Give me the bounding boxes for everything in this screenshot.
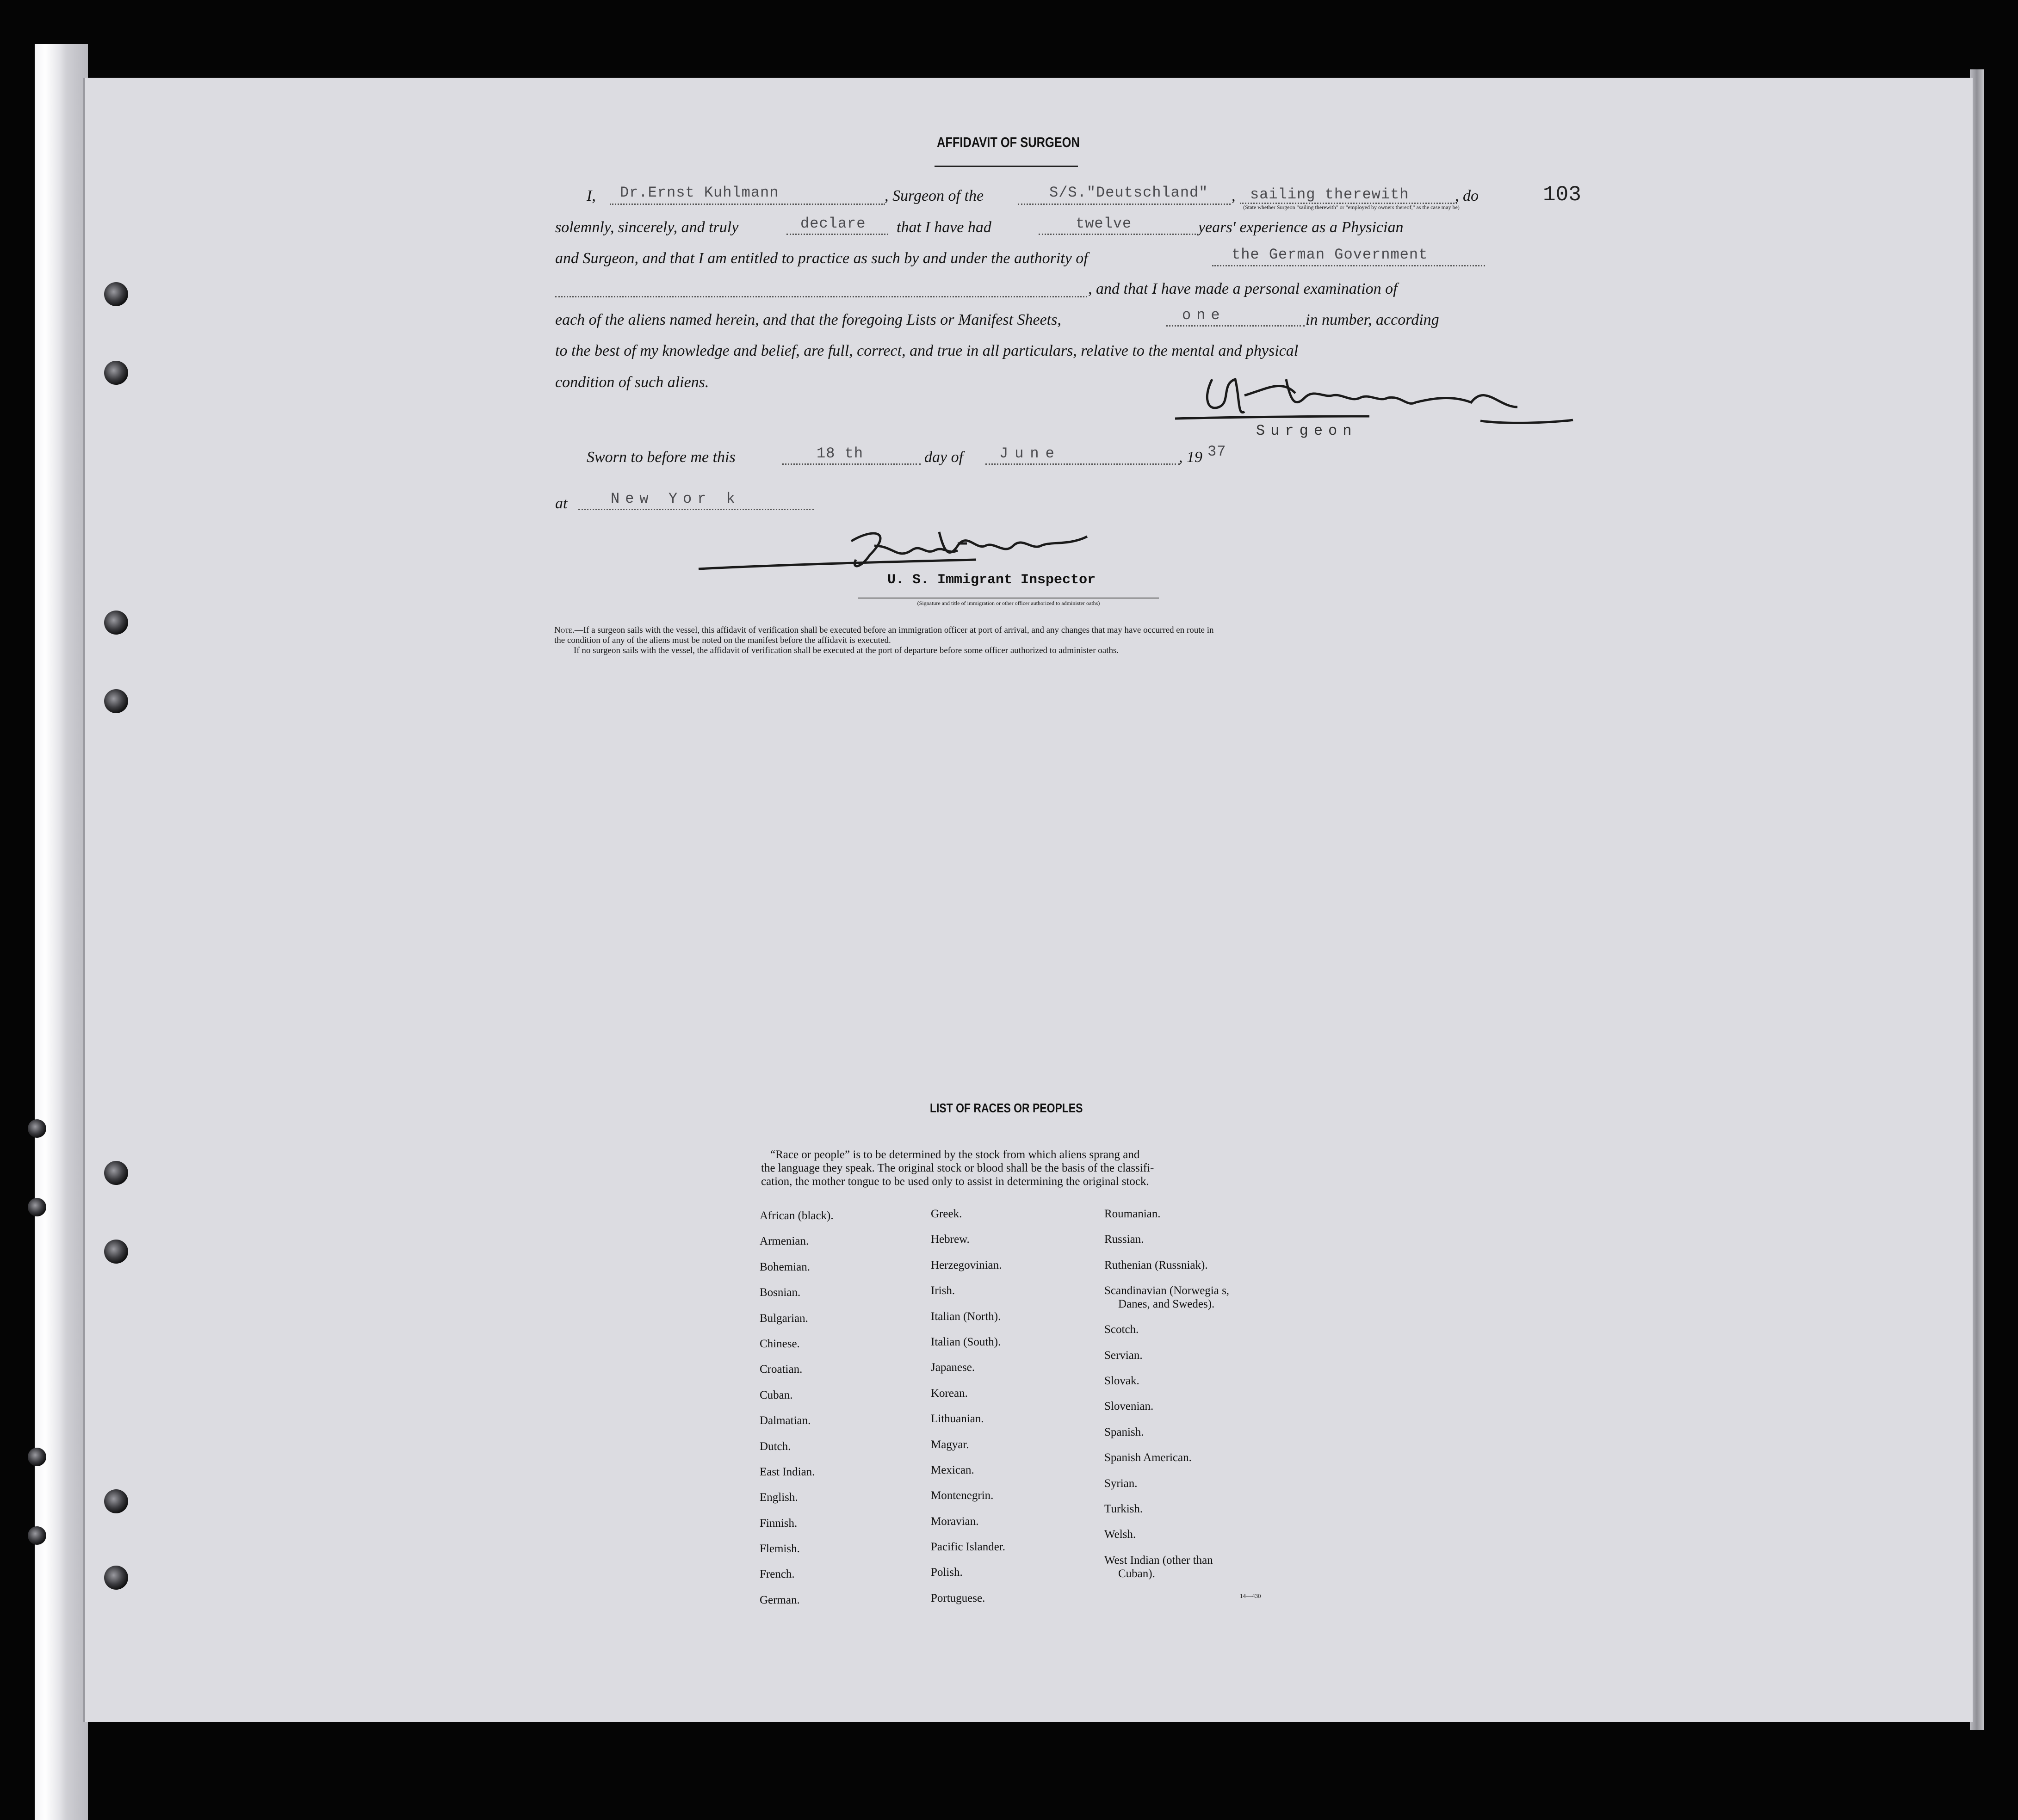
race-item: Irish. xyxy=(931,1284,955,1297)
race-item: Scotch. xyxy=(1104,1323,1139,1336)
races-title: LIST OF RACES OR PEOPLES xyxy=(930,1101,1083,1115)
race-item: Magyar. xyxy=(931,1438,969,1451)
race-item: Dalmatian. xyxy=(760,1414,811,1427)
race-item: Chinese. xyxy=(760,1337,800,1350)
authority: the German Government xyxy=(1232,246,1428,263)
vessel-name: S/S."Deutschland" xyxy=(1049,184,1208,201)
note-line2: the condition of any of the aliens must be noted on the manifest before the affidavit is executed. xyxy=(554,635,891,645)
surgeon-name-line xyxy=(610,204,885,205)
place-line xyxy=(578,509,814,510)
race-item: Croatian. xyxy=(760,1363,803,1376)
sworn-day: 18 th xyxy=(817,445,864,462)
sworn-month: June xyxy=(999,445,1061,462)
race-item: Roumanian. xyxy=(1104,1208,1161,1220)
note xyxy=(554,625,1214,635)
race-item: Bulgarian. xyxy=(760,1312,808,1325)
race-item: Turkish. xyxy=(1104,1502,1143,1515)
authority-line-cont xyxy=(555,296,1087,297)
binder-hole xyxy=(104,1489,128,1513)
line7-text: condition of such aliens. xyxy=(555,374,709,391)
race-item: Hebrew. xyxy=(931,1233,970,1246)
declare-verb: declare xyxy=(800,215,866,232)
binder-hole xyxy=(104,611,128,635)
binder-spine xyxy=(35,44,88,1820)
race-item: Italian (South). xyxy=(931,1335,1001,1348)
race-item: French. xyxy=(760,1568,795,1581)
page-number: 103 xyxy=(1543,183,1581,207)
binder-hole xyxy=(28,1526,46,1545)
binder-hole xyxy=(28,1119,46,1138)
race-item: Korean. xyxy=(931,1387,968,1400)
sworn-place: New Yor k xyxy=(611,490,741,507)
form-number: 14—430 xyxy=(1240,1592,1261,1599)
binder-hole xyxy=(104,1240,128,1264)
sheet-count: one xyxy=(1182,307,1226,324)
race-item: Dutch. xyxy=(760,1440,791,1453)
race-item: West Indian (other than xyxy=(1104,1554,1213,1567)
surgeon-label: Surgeon xyxy=(1256,422,1357,439)
note-label: Note. xyxy=(554,625,575,635)
race-item: Servian. xyxy=(1104,1349,1143,1362)
day-line xyxy=(782,463,921,465)
years-experience: twelve xyxy=(1076,215,1132,232)
race-item: Cuban). xyxy=(1118,1567,1155,1580)
line1-comma: , xyxy=(1232,187,1236,204)
month-line xyxy=(985,463,1180,465)
races-intro-line2: the language they speak. The original stock or blood shall be the basis of the classifi- xyxy=(761,1162,1154,1174)
line4-text: , and that I have made a personal examination of xyxy=(1088,280,1398,297)
line2-prefix: solemnly, sincerely, and truly xyxy=(555,219,739,236)
races-col1 xyxy=(760,1209,834,1619)
race-item: Syrian. xyxy=(1104,1477,1138,1490)
race-item: Pacific Islander. xyxy=(931,1541,1006,1554)
binder-hole xyxy=(104,689,128,713)
races-col2 xyxy=(931,1207,1005,1617)
sworn-year-suffix: 37 xyxy=(1207,443,1226,460)
binder-hole xyxy=(28,1198,46,1216)
vessel-line xyxy=(1018,204,1231,205)
race-item: Scandinavian (Norwegia s, xyxy=(1104,1284,1230,1297)
surgeon-status: sailing therewith xyxy=(1250,186,1409,203)
race-item: Ruthenian (Russniak). xyxy=(1104,1259,1208,1271)
race-item: Lithuanian. xyxy=(931,1413,984,1425)
race-item: Greek. xyxy=(931,1208,962,1220)
races-intro-line1: “Race or people” is to be determined by the stock from which aliens sprang and xyxy=(770,1148,1140,1161)
years-line xyxy=(1039,234,1196,235)
race-item: Herzegovinian. xyxy=(931,1259,1002,1271)
status-instruction: (State whether Surgeon "sailing therewith" or "employed by owners thereof," as the case may be) xyxy=(1243,204,1460,210)
race-item: Welsh. xyxy=(1104,1528,1136,1541)
race-item: Italian (North). xyxy=(931,1310,1001,1323)
race-item: German. xyxy=(760,1593,800,1606)
race-item: Danes, and Swedes). xyxy=(1118,1298,1215,1311)
line5-prefix: each of the aliens named herein, and that the foregoing Lists or Manifest Sheets, xyxy=(555,311,1061,328)
race-item: Bohemian. xyxy=(760,1260,811,1273)
binder-hole xyxy=(104,1566,128,1590)
count-line xyxy=(1166,325,1305,327)
races-intro-line3: cation, the mother tongue to be used only to assist in determining the original stock. xyxy=(761,1175,1149,1188)
race-item: Russian. xyxy=(1104,1233,1144,1246)
line3-prefix: and Surgeon, and that I am entitled to practice as such by and under the authority of xyxy=(555,250,1088,267)
race-item: Armenian. xyxy=(760,1235,809,1248)
authority-line xyxy=(1212,265,1485,266)
line2-suffix: years' experience as a Physician xyxy=(1198,219,1404,236)
at-prefix: at xyxy=(555,495,568,512)
inspector-title: U. S. Immigrant Inspector xyxy=(887,572,1096,588)
race-item: Montenegrin. xyxy=(931,1489,994,1502)
binder-hole xyxy=(104,282,128,306)
line1-mid: , Surgeon of the xyxy=(885,187,984,204)
line1-prefix: I, xyxy=(587,187,596,204)
binder-hole xyxy=(28,1448,46,1466)
race-item: East Indian. xyxy=(760,1465,815,1478)
title-rule xyxy=(935,166,1078,167)
race-item: Moravian. xyxy=(931,1515,979,1528)
affidavit-title: AFFIDAVIT OF SURGEON xyxy=(937,134,1080,150)
race-item: English. xyxy=(760,1491,798,1504)
surgeon-name: Dr.Ernst Kuhlmann xyxy=(620,184,779,201)
sworn-prefix: Sworn to before me this xyxy=(587,449,736,466)
race-item: Spanish American. xyxy=(1104,1451,1192,1464)
binder-hole xyxy=(104,361,128,385)
line6-text: to the best of my knowledge and belief, are full, correct, and true in all particulars, relative to the mental and physical xyxy=(555,342,1299,359)
race-item: Mexican. xyxy=(931,1463,974,1476)
race-item: Flemish. xyxy=(760,1542,800,1555)
race-item: African (black). xyxy=(760,1209,834,1222)
race-item: Slovenian. xyxy=(1104,1400,1154,1413)
note-line1: —If a surgeon sails with the vessel, this affidavit of verification shall be executed before an immigration officer at port of arrival, and any changes that may have occurred en route in xyxy=(574,625,1214,635)
race-item: Polish. xyxy=(931,1566,963,1579)
sworn-mid: day of xyxy=(924,449,964,466)
line5-suffix: in number, according xyxy=(1306,311,1439,328)
sworn-year-prefix: , 19 xyxy=(1179,449,1202,466)
race-item: Spanish. xyxy=(1104,1425,1144,1438)
race-item: Japanese. xyxy=(931,1361,975,1374)
surgeon-signature xyxy=(1175,352,1638,444)
line1-suffix: , do xyxy=(1455,187,1479,204)
race-item: Finnish. xyxy=(760,1517,798,1530)
note-line3: If no surgeon sails with the vessel, the affidavit of verification shall be executed at the port of departure before some officer authorized to administer oaths. xyxy=(574,646,1119,655)
races-col3 xyxy=(1104,1207,1229,1580)
binder-hole xyxy=(104,1161,128,1185)
line2-mid: that I have had xyxy=(897,219,991,236)
race-item: Slovak. xyxy=(1104,1374,1139,1387)
race-item: Cuban. xyxy=(760,1388,793,1401)
race-item: Bosnian. xyxy=(760,1286,801,1299)
verb-line xyxy=(786,234,888,235)
race-item: Portuguese. xyxy=(931,1592,985,1604)
inspector-instruction: (Signature and title of immigration or other officer authorized to administer oaths) xyxy=(917,600,1100,606)
